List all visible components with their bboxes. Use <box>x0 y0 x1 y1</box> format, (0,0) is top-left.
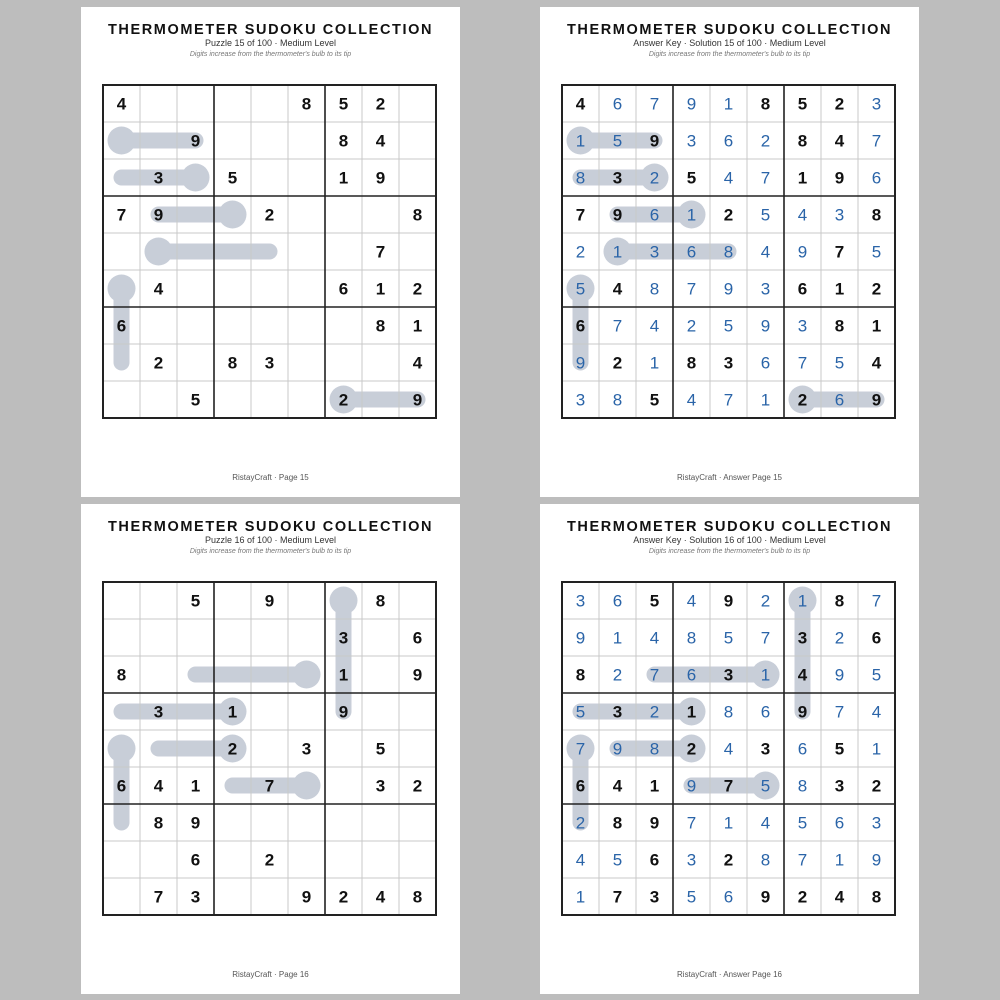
page-subtitle: Puzzle 15 of 100 · Medium Level <box>204 38 337 48</box>
solution-digit: 3 <box>686 131 697 151</box>
solution-digit: 5 <box>760 776 771 796</box>
given-digit: 1 <box>375 279 386 299</box>
solution-digit: 5 <box>797 813 808 833</box>
solution-digit: 3 <box>797 316 808 336</box>
solution-digit: 7 <box>760 628 771 648</box>
solution-digit: 2 <box>612 665 623 685</box>
solution-digit: 2 <box>760 131 771 151</box>
given-digit: 1 <box>338 168 349 188</box>
given-digit: 9 <box>871 390 882 410</box>
given-digit: 8 <box>612 813 623 833</box>
given-digit: 2 <box>227 739 238 759</box>
given-digit: 8 <box>871 205 882 225</box>
given-digit: 5 <box>375 739 386 759</box>
solution-digit: 5 <box>575 702 586 722</box>
given-digit: 8 <box>686 353 697 373</box>
page-title: THERMOMETER SUDOKU COLLECTION <box>566 519 893 535</box>
given-digit: 1 <box>412 316 423 336</box>
solution-digit: 6 <box>723 131 734 151</box>
solution-digit: 2 <box>686 316 697 336</box>
thermometer-bulb <box>182 164 210 192</box>
page-instruction: Digits increase from the thermometer's bulb to its tip <box>648 548 811 555</box>
thermometer <box>122 164 210 192</box>
solution-digit: 1 <box>575 131 586 151</box>
given-digit: 3 <box>190 887 201 907</box>
given-digit: 3 <box>301 739 312 759</box>
given-digit: 5 <box>338 94 349 114</box>
given-digit: 4 <box>871 353 882 373</box>
grid-svg <box>103 582 436 915</box>
given-digit: 7 <box>834 242 845 262</box>
solution-digit: 4 <box>686 591 697 611</box>
thermometer-bulb <box>219 201 247 229</box>
given-digit: 9 <box>264 591 275 611</box>
solution-digit: 2 <box>649 702 660 722</box>
solution-digit: 5 <box>834 353 845 373</box>
solution-digit: 5 <box>575 279 586 299</box>
solution-digit: 5 <box>686 887 697 907</box>
given-digit: 3 <box>612 702 623 722</box>
given-digit: 8 <box>227 353 238 373</box>
thermometer <box>159 201 247 229</box>
solution-digit: 3 <box>760 279 771 299</box>
solution-digit: 9 <box>575 628 586 648</box>
solution-digit: 2 <box>649 168 660 188</box>
given-digit: 6 <box>338 279 349 299</box>
given-digit: 7 <box>116 205 127 225</box>
page-title: THERMOMETER SUDOKU COLLECTION <box>107 519 434 535</box>
solution-digit: 3 <box>575 390 586 410</box>
solution-digit: 2 <box>760 591 771 611</box>
solution-digit: 5 <box>612 131 623 151</box>
solution-digit: 3 <box>649 242 660 262</box>
given-digit: 2 <box>612 353 623 373</box>
given-digit: 5 <box>227 168 238 188</box>
given-digit: 7 <box>723 776 734 796</box>
given-digit: 5 <box>686 168 697 188</box>
given-digit: 9 <box>760 887 771 907</box>
given-digit: 2 <box>797 390 808 410</box>
page-title: THERMOMETER SUDOKU COLLECTION <box>107 22 434 38</box>
solution-digit: 9 <box>612 739 623 759</box>
given-digit: 1 <box>686 702 697 722</box>
solution-digit: 1 <box>686 205 697 225</box>
given-digit: 4 <box>375 131 386 151</box>
page-instruction: Digits increase from the thermometer's bulb to its tip <box>648 51 811 58</box>
solution-digit: 1 <box>612 242 623 262</box>
solution-digit: 1 <box>723 813 734 833</box>
given-digit: 8 <box>412 205 423 225</box>
given-digit: 8 <box>834 591 845 611</box>
page-footer: RistayCraft · Page 15 <box>232 473 309 482</box>
solution-digit: 6 <box>871 168 882 188</box>
solution-digit: 9 <box>797 242 808 262</box>
solution-digit: 5 <box>612 850 623 870</box>
solution-digit: 8 <box>575 168 586 188</box>
solution-digit: 6 <box>686 665 697 685</box>
given-digit: 5 <box>649 390 660 410</box>
solution-digit: 6 <box>760 353 771 373</box>
given-digit: 1 <box>190 776 201 796</box>
solution-digit: 8 <box>797 776 808 796</box>
given-digit: 4 <box>375 887 386 907</box>
thermometer <box>233 772 321 800</box>
solution-digit: 5 <box>723 316 734 336</box>
solution-digit: 6 <box>834 813 845 833</box>
grid-svg <box>562 582 895 915</box>
solution-digit: 6 <box>612 94 623 114</box>
given-digit: 6 <box>190 850 201 870</box>
given-digit: 9 <box>649 813 660 833</box>
given-digit: 6 <box>116 776 127 796</box>
given-digit: 2 <box>264 850 275 870</box>
solution-digit: 7 <box>612 316 623 336</box>
solution-digit: 7 <box>760 168 771 188</box>
given-digit: 5 <box>797 94 808 114</box>
given-digit: 2 <box>412 279 423 299</box>
given-digit: 9 <box>375 168 386 188</box>
solution-digit: 4 <box>723 739 734 759</box>
given-digit: 1 <box>871 316 882 336</box>
given-digit: 3 <box>153 168 164 188</box>
given-digit: 1 <box>227 702 238 722</box>
solution-digit: 9 <box>834 665 845 685</box>
solution-digit: 7 <box>723 390 734 410</box>
page-subtitle: Puzzle 16 of 100 · Medium Level <box>204 535 337 545</box>
solution-digit: 6 <box>686 242 697 262</box>
given-digit: 6 <box>412 628 423 648</box>
thermometer-bulb <box>293 661 321 689</box>
given-digit: 2 <box>797 887 808 907</box>
given-digit: 9 <box>301 887 312 907</box>
given-digit: 2 <box>412 776 423 796</box>
given-digit: 9 <box>412 390 423 410</box>
solution-digit: 1 <box>612 628 623 648</box>
solution-digit: 1 <box>649 353 660 373</box>
solution-digit: 4 <box>686 390 697 410</box>
given-digit: 9 <box>412 665 423 685</box>
thermometer-bulb <box>108 735 136 763</box>
given-digit: 3 <box>760 739 771 759</box>
given-digit: 1 <box>649 776 660 796</box>
solution-digit: 1 <box>575 887 586 907</box>
solution-digit: 4 <box>575 850 586 870</box>
given-digit: 9 <box>723 591 734 611</box>
sudoku-grid <box>103 582 436 915</box>
given-digit: 1 <box>338 665 349 685</box>
solution-digit: 7 <box>686 813 697 833</box>
solution-digit: 9 <box>575 353 586 373</box>
page-instruction: Digits increase from the thermometer's bulb to its tip <box>189 548 352 555</box>
given-digit: 3 <box>612 168 623 188</box>
given-digit: 2 <box>338 390 349 410</box>
given-digit: 1 <box>797 168 808 188</box>
solution-digit: 2 <box>575 242 586 262</box>
answer-page-15 <box>540 7 919 497</box>
given-digit: 8 <box>375 591 386 611</box>
given-digit: 8 <box>301 94 312 114</box>
given-digit: 8 <box>760 94 771 114</box>
solution-digit: 4 <box>871 702 882 722</box>
given-digit: 4 <box>834 887 845 907</box>
given-digit: 9 <box>612 205 623 225</box>
given-digit: 4 <box>412 353 423 373</box>
given-digit: 9 <box>649 131 660 151</box>
solution-digit: 6 <box>834 390 845 410</box>
solution-digit: 8 <box>649 739 660 759</box>
thermometer-bulb <box>330 587 358 615</box>
solution-digit: 8 <box>723 242 734 262</box>
given-digit: 6 <box>797 279 808 299</box>
given-digit: 4 <box>116 94 127 114</box>
grid-svg <box>562 85 895 418</box>
given-digit: 2 <box>871 279 882 299</box>
given-digit: 5 <box>834 739 845 759</box>
solution-digit: 4 <box>723 168 734 188</box>
thermometer <box>108 127 196 155</box>
sudoku-grid <box>562 582 895 915</box>
given-digit: 5 <box>190 591 201 611</box>
solution-digit: 1 <box>760 665 771 685</box>
given-digit: 2 <box>834 94 845 114</box>
solution-digit: 5 <box>871 242 882 262</box>
page-subtitle: Answer Key · Solution 16 of 100 · Medium Level <box>633 535 826 545</box>
solution-digit: 7 <box>797 850 808 870</box>
given-digit: 7 <box>612 887 623 907</box>
given-digit: 4 <box>612 279 623 299</box>
given-digit: 7 <box>153 887 164 907</box>
given-digit: 3 <box>723 665 734 685</box>
solution-digit: 3 <box>871 94 882 114</box>
solution-digit: 1 <box>834 850 845 870</box>
solution-digit: 7 <box>649 665 660 685</box>
page-instruction: Digits increase from the thermometer's bulb to its tip <box>189 51 352 58</box>
given-digit: 4 <box>797 665 808 685</box>
thermometer-bulb <box>293 772 321 800</box>
page-footer: RistayCraft · Page 16 <box>232 970 309 979</box>
solution-digit: 9 <box>686 94 697 114</box>
given-digit: 9 <box>797 702 808 722</box>
solution-digit: 5 <box>871 665 882 685</box>
given-digit: 5 <box>649 591 660 611</box>
solution-digit: 4 <box>760 813 771 833</box>
solution-digit: 1 <box>797 591 808 611</box>
given-digit: 3 <box>797 628 808 648</box>
given-digit: 8 <box>834 316 845 336</box>
solution-digit: 7 <box>575 739 586 759</box>
given-digit: 2 <box>153 353 164 373</box>
solution-digit: 7 <box>871 591 882 611</box>
solution-digit: 3 <box>575 591 586 611</box>
given-digit: 3 <box>264 353 275 373</box>
solution-digit: 6 <box>797 739 808 759</box>
solution-digit: 4 <box>649 316 660 336</box>
sudoku-grid <box>562 85 895 418</box>
given-digit: 3 <box>375 776 386 796</box>
given-digit: 2 <box>723 205 734 225</box>
given-digit: 8 <box>375 316 386 336</box>
given-digit: 4 <box>575 94 586 114</box>
solution-digit: 4 <box>649 628 660 648</box>
page-footer: RistayCraft · Answer Page 15 <box>677 473 782 482</box>
solution-digit: 3 <box>834 205 845 225</box>
given-digit: 3 <box>338 628 349 648</box>
given-digit: 6 <box>649 850 660 870</box>
grid-svg <box>103 85 436 418</box>
solution-digit: 1 <box>871 739 882 759</box>
given-digit: 7 <box>375 242 386 262</box>
given-digit: 2 <box>871 776 882 796</box>
solution-digit: 9 <box>723 279 734 299</box>
given-digit: 4 <box>834 131 845 151</box>
solution-digit: 8 <box>686 628 697 648</box>
thermometer-bulb <box>145 238 173 266</box>
solution-digit: 7 <box>871 131 882 151</box>
solution-digit: 9 <box>686 776 697 796</box>
given-digit: 3 <box>723 353 734 373</box>
solution-digit: 7 <box>686 279 697 299</box>
solution-digit: 8 <box>723 702 734 722</box>
given-digit: 6 <box>575 776 586 796</box>
solution-digit: 6 <box>760 702 771 722</box>
given-digit: 3 <box>649 887 660 907</box>
page-subtitle: Answer Key · Solution 15 of 100 · Medium Level <box>633 38 826 48</box>
given-digit: 9 <box>190 131 201 151</box>
given-digit: 4 <box>612 776 623 796</box>
solution-digit: 9 <box>871 850 882 870</box>
solution-digit: 1 <box>723 94 734 114</box>
given-digit: 3 <box>834 776 845 796</box>
solution-digit: 3 <box>686 850 697 870</box>
solution-digit: 5 <box>723 628 734 648</box>
given-digit: 2 <box>264 205 275 225</box>
solution-digit: 8 <box>612 390 623 410</box>
sudoku-grid <box>103 85 436 418</box>
puzzle-page-16 <box>81 504 460 994</box>
given-digit: 9 <box>153 205 164 225</box>
given-digit: 8 <box>797 131 808 151</box>
solution-digit: 5 <box>760 205 771 225</box>
solution-digit: 2 <box>575 813 586 833</box>
solution-digit: 1 <box>760 390 771 410</box>
solution-digit: 3 <box>871 813 882 833</box>
given-digit: 6 <box>575 316 586 336</box>
solution-digit: 8 <box>760 850 771 870</box>
given-digit: 9 <box>834 168 845 188</box>
page-footer: RistayCraft · Answer Page 16 <box>677 970 782 979</box>
given-digit: 5 <box>190 390 201 410</box>
given-digit: 2 <box>338 887 349 907</box>
given-digit: 8 <box>116 665 127 685</box>
solution-digit: 4 <box>760 242 771 262</box>
solution-digit: 2 <box>834 628 845 648</box>
given-digit: 4 <box>153 279 164 299</box>
given-digit: 2 <box>375 94 386 114</box>
given-digit: 1 <box>834 279 845 299</box>
solution-digit: 6 <box>612 591 623 611</box>
given-digit: 6 <box>116 316 127 336</box>
puzzle-page-15 <box>81 7 460 497</box>
given-digit: 8 <box>153 813 164 833</box>
solution-digit: 4 <box>797 205 808 225</box>
thermometer-bulb <box>108 127 136 155</box>
solution-digit: 6 <box>723 887 734 907</box>
given-digit: 8 <box>575 665 586 685</box>
given-digit: 2 <box>686 739 697 759</box>
given-digit: 8 <box>338 131 349 151</box>
solution-digit: 9 <box>760 316 771 336</box>
solution-digit: 7 <box>797 353 808 373</box>
given-digit: 2 <box>723 850 734 870</box>
solution-digit: 6 <box>649 205 660 225</box>
solution-digit: 7 <box>834 702 845 722</box>
given-digit: 7 <box>264 776 275 796</box>
given-digit: 3 <box>153 702 164 722</box>
given-digit: 4 <box>153 776 164 796</box>
given-digit: 8 <box>871 887 882 907</box>
solution-digit: 7 <box>649 94 660 114</box>
given-digit: 7 <box>575 205 586 225</box>
given-digit: 9 <box>190 813 201 833</box>
solution-digit: 8 <box>649 279 660 299</box>
given-digit: 9 <box>338 702 349 722</box>
page-title: THERMOMETER SUDOKU COLLECTION <box>566 22 893 38</box>
answer-page-16 <box>540 504 919 994</box>
thermometer-bulb <box>108 275 136 303</box>
given-digit: 8 <box>412 887 423 907</box>
given-digit: 6 <box>871 628 882 648</box>
